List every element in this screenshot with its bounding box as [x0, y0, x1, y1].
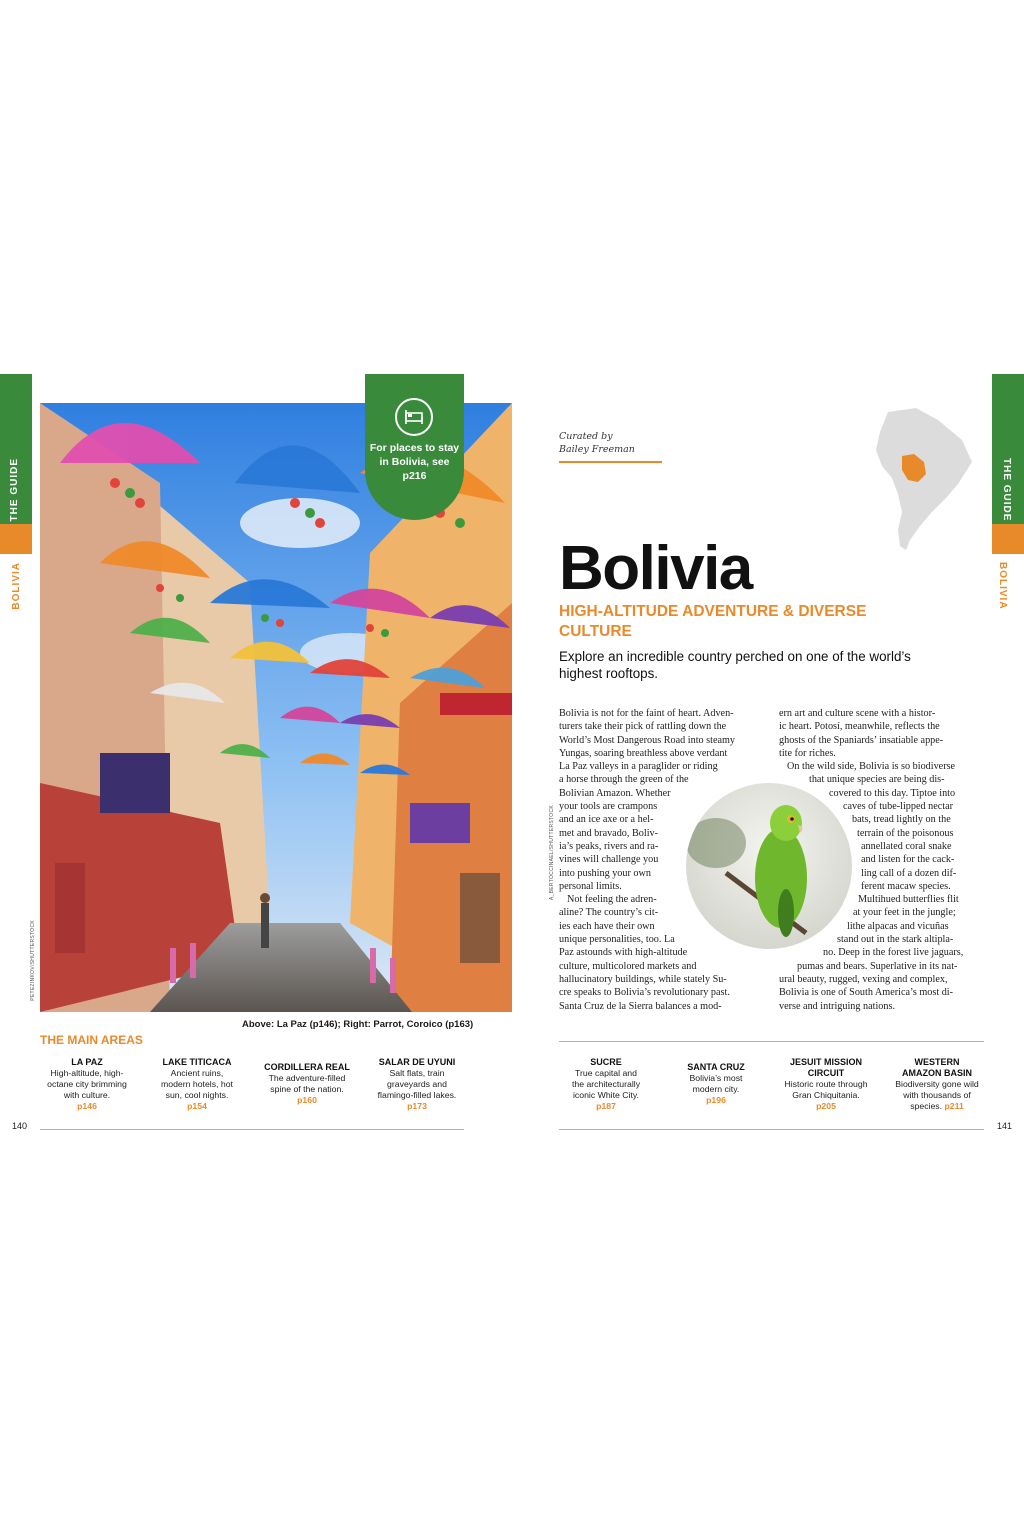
body-line: culture, multicolored markets and [559, 960, 697, 972]
area-title: SALAR DE UYUNI [378, 1057, 456, 1067]
body-line: ies each have their own [559, 920, 655, 932]
page-number-left: 140 [12, 1121, 28, 1131]
body-line: ferent macaw species. [861, 880, 951, 892]
area-desc: modern hotels, hot [161, 1079, 233, 1089]
body-line: La Paz valleys in a paraglider or riding [559, 761, 718, 773]
area-desc: True capital and [575, 1068, 637, 1078]
area-desc: spine of the nation. [270, 1084, 344, 1094]
main-areas-heading: THE MAIN AREAS [40, 1033, 143, 1047]
area-desc: sun, cool nights. [165, 1090, 229, 1100]
parrot-photo-credit: A_BERTOCCINAEL/SHUTTERSTOCK [549, 805, 555, 901]
area-page-link[interactable]: p173 [407, 1101, 427, 1111]
area-desc: flamingo-filled lakes. [377, 1090, 457, 1100]
areas-top-rule-right [559, 1041, 984, 1042]
body-line: ural beauty, rugged, vexing and complex, [779, 973, 948, 985]
body-line: aline? The country’s cit- [559, 907, 659, 919]
area-page-link[interactable]: p146 [77, 1101, 97, 1111]
area-cordillera-real[interactable] [256, 1062, 358, 1106]
page-number-right: 141 [997, 1121, 1013, 1131]
area-title: LA PAZ [71, 1057, 103, 1067]
area-page-link[interactable]: p187 [596, 1101, 616, 1111]
area-desc: with culture. [63, 1090, 111, 1100]
body-line: annellated coral snake [861, 840, 952, 852]
area-desc: The adventure-filled [268, 1073, 346, 1083]
body-line: verse and intriguing nations. [779, 1000, 896, 1012]
area-desc: graveyards and [387, 1079, 447, 1089]
body-line: Multihued butterflies flit [858, 894, 959, 906]
area-page-link[interactable]: p205 [816, 1101, 836, 1111]
area-jesuit-mission-circuit[interactable] [776, 1057, 876, 1112]
places-to-stay-badge[interactable] [365, 374, 464, 520]
area-desc: Salt flats, train [389, 1068, 445, 1078]
body-line: your tools are crampons [559, 801, 658, 813]
area-salar-de-uyuni[interactable] [364, 1057, 470, 1112]
body-line: personal limits. [559, 880, 622, 892]
body-line: into pushing your own [559, 867, 651, 879]
body-line: met and bravado, Boliv- [559, 827, 659, 839]
body-line: at your feet in the jungle; [853, 907, 956, 919]
curator-underline [559, 461, 662, 463]
body-line: caves of tube-lipped nectar [843, 801, 954, 813]
area-page-link[interactable]: p160 [297, 1095, 317, 1105]
page-subtitle-line2: CULTURE [559, 623, 632, 640]
curator-name: Bailey Freeman [559, 444, 635, 455]
body-line: tite for riches. [779, 747, 836, 759]
area-title: SUCRE [590, 1057, 622, 1067]
body-line: World’s Most Dangerous Road into steamy [559, 734, 736, 746]
body-column-2 [779, 707, 984, 1013]
area-title: LAKE TITICACA [162, 1057, 232, 1067]
body-line: ghosts of the Spaniards’ insatiable appe- [779, 734, 944, 746]
south-america-locator-map [858, 404, 978, 554]
area-desc: iconic White City. [573, 1090, 639, 1100]
body-line: ic heart. Potosí, meanwhile, reflects the [779, 721, 940, 733]
body-line: Yungas, soaring breathless above verdant [559, 747, 728, 759]
bed-icon [395, 398, 433, 436]
body-line: covered to this day. Tiptoe into [829, 787, 956, 799]
stay-badge-line1: For places to stay [369, 442, 460, 454]
footer-rule-left [40, 1129, 464, 1130]
area-desc: with thousands of [903, 1090, 971, 1100]
area-page-link[interactable]: p154 [187, 1101, 207, 1111]
body-line: turers take their pick of rattling down the [559, 721, 727, 733]
page-subtitle-line1: HIGH-ALTITUDE ADVENTURE & DIVERSE [559, 603, 867, 620]
side-tab-orange-right [992, 524, 1024, 554]
body-line: that unique species are being dis- [809, 774, 945, 786]
body-line: pumas and bears. Superlative in its nat- [797, 960, 958, 972]
side-tab-guide-right [992, 374, 1024, 524]
area-western-amazon-basin[interactable] [884, 1057, 990, 1112]
body-line: Bolivia is not for the faint of heart. Adven- [559, 708, 734, 719]
area-desc: octane city brimming [47, 1079, 127, 1089]
body-line: Bolivian Amazon. Whether [559, 787, 671, 799]
body-line: vines will challenge you [559, 854, 659, 866]
intro-line1: Explore an incredible country perched on one of the world’s [559, 649, 911, 664]
photo-caption: Above: La Paz (p146); Right: Parrot, Coroico (p163) [242, 1019, 474, 1030]
footer-rule-right [559, 1129, 984, 1130]
stay-badge-line2: in Bolivia, see [379, 456, 450, 468]
body-line: ia’s peaks, rivers and ra- [559, 840, 659, 852]
body-line: Not feeling the adren- [567, 894, 657, 906]
area-desc: Gran Chiquitania. [792, 1090, 860, 1100]
area-desc: High-altitude, high- [50, 1068, 124, 1078]
side-tab-guide-left [0, 374, 32, 524]
side-tab-guide-label: THE GUIDE [9, 458, 20, 522]
area-desc: Bolivia’s most [689, 1073, 743, 1083]
area-title: WESTERN AMAZON BASIN [902, 1057, 972, 1078]
body-line: no. Deep in the forest live jaguars, [823, 947, 964, 959]
area-title: SANTA CRUZ [687, 1062, 745, 1072]
area-desc: the architecturally [571, 1079, 641, 1089]
body-line: terrain of the poisonous [857, 827, 954, 839]
area-page-link[interactable]: p196 [706, 1095, 726, 1105]
photo-credit: PETEZINKOV/SHUTTERSTOCK [30, 920, 36, 1001]
body-line: bats, tread lightly on the [852, 814, 951, 826]
side-tab-country-label: BOLIVIA [11, 562, 22, 610]
body-line: On the wild side, Bolivia is so biodiverse [787, 761, 956, 773]
stay-badge-page: p216 [402, 470, 427, 482]
body-line: Santa Cruz de la Sierra balances a mod- [559, 1000, 722, 1012]
side-tab-orange-left [0, 524, 32, 554]
area-la-paz[interactable] [36, 1057, 138, 1112]
body-line: cre speaks to Bolivia’s revolutionary past. [559, 987, 730, 999]
body-line: a horse through the green of the [559, 774, 689, 786]
curated-by-label: Curated by [559, 431, 613, 442]
body-line: hallucinatory buildings, while stately Su- [559, 973, 727, 985]
body-line: Bolivia is one of South America’s most di- [779, 987, 954, 999]
area-desc: Biodiversity gone wild [895, 1079, 979, 1089]
area-page-link[interactable]: p211 [944, 1101, 964, 1111]
area-title: CORDILLERA REAL [264, 1062, 350, 1072]
area-santa-cruz[interactable] [666, 1062, 766, 1106]
area-title: JESUIT MISSION CIRCUIT [790, 1057, 863, 1078]
area-desc: Ancient ruins, [170, 1068, 224, 1078]
side-tab-country-label: BOLIVIA [997, 562, 1008, 610]
body-line: stand out in the stark altipla- [837, 934, 954, 946]
body-line: and an ice axe or a hel- [559, 814, 654, 826]
page-title: Bolivia [559, 534, 752, 603]
area-desc: modern city. [692, 1084, 740, 1094]
body-line: ling call of a dozen dif- [861, 867, 957, 879]
intro-line2: highest rooftops. [559, 666, 659, 681]
body-line: lithe alpacas and vicuñas [847, 920, 949, 932]
body-line: and listen for the cack- [861, 854, 955, 866]
body-line: Paz astounds with high-altitude [559, 947, 688, 959]
area-sucre[interactable] [556, 1057, 656, 1112]
area-desc: Historic route through [784, 1079, 868, 1089]
body-line: ern art and culture scene with a histor- [779, 708, 936, 719]
side-tab-guide-label: THE GUIDE [1001, 458, 1012, 522]
body-line: unique personalities, too. La [559, 934, 675, 946]
area-desc-with-page [884, 1101, 990, 1112]
area-lake-titicaca[interactable] [146, 1057, 248, 1112]
area-desc: species. [910, 1101, 943, 1111]
